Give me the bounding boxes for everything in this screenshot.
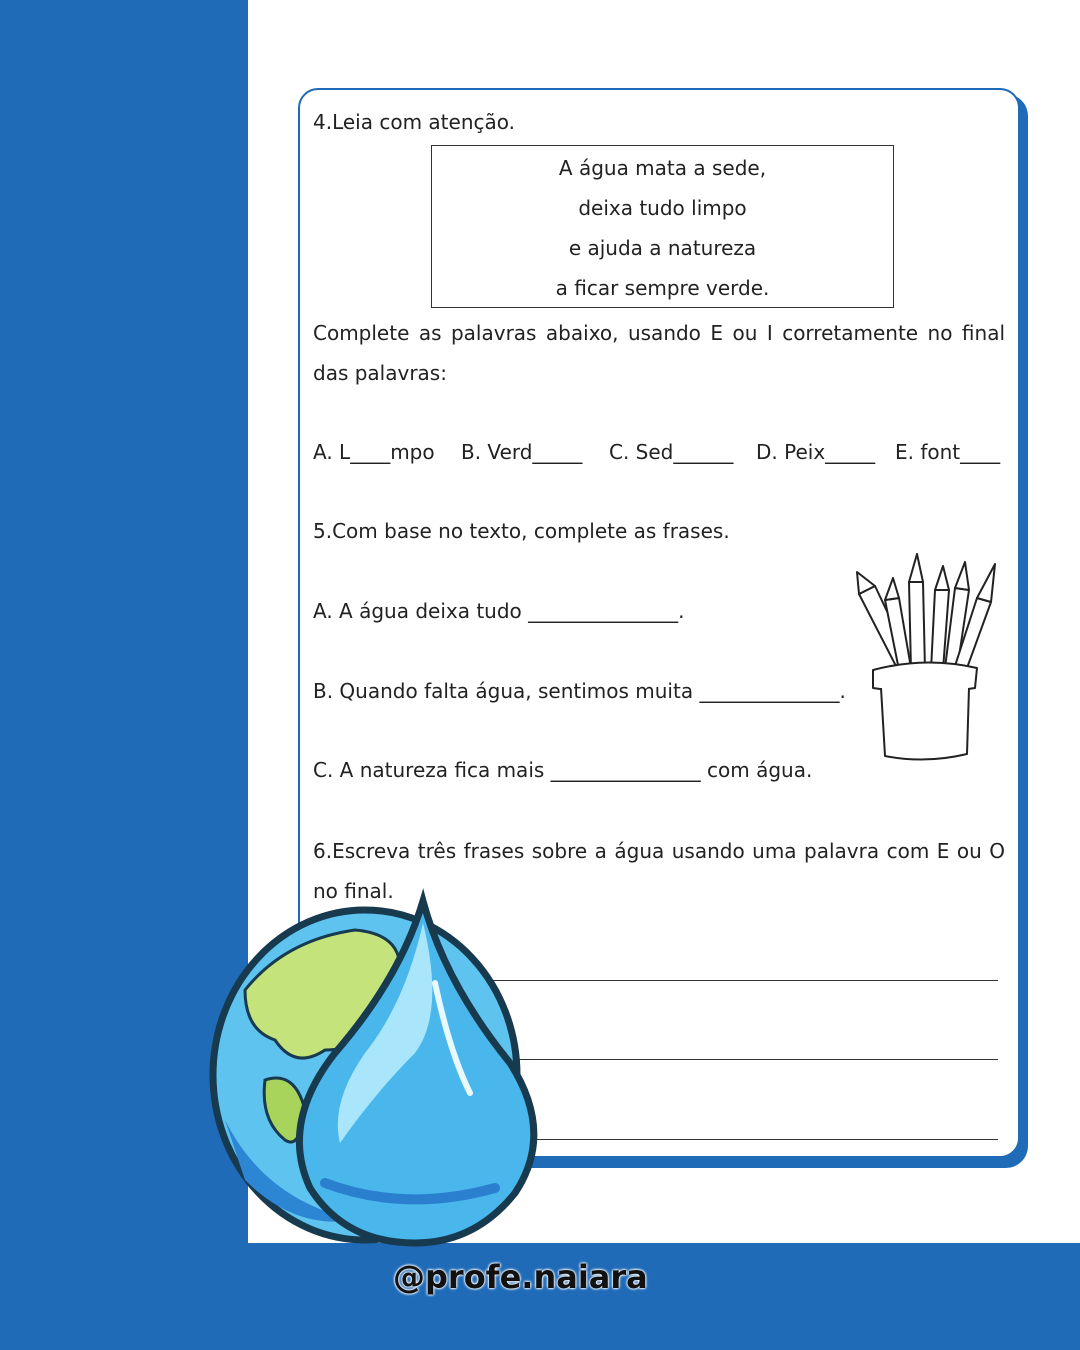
water-drop-icon	[295, 893, 540, 1248]
question-5-item-c: C. A natureza fica mais _______________ com água.	[313, 758, 813, 782]
poem-line: A água mata a sede,	[558, 156, 767, 180]
poem-line: e ajuda a natureza	[568, 236, 757, 260]
question-4-heading: 4.Leia com atenção.	[313, 110, 515, 134]
option-d: D. Peix_____	[756, 440, 876, 464]
poem-box	[431, 145, 894, 308]
question-4-instruction: Complete as palavras abaixo, usando E ou I corretamente no final das palavras:	[313, 321, 1005, 385]
question-5-item-a: A. A água deixa tudo _______________.	[313, 599, 685, 623]
poem-line: a ficar sempre verde.	[555, 276, 770, 300]
option-b: B. Verd_____	[461, 440, 583, 464]
instagram-handle: @profe.naiara	[393, 1258, 648, 1296]
poem-line: deixa tudo limpo	[578, 196, 747, 220]
question-5-item-b: B. Quando falta água, sentimos muita ______________.	[313, 679, 846, 703]
option-e: E. font____	[895, 440, 1001, 464]
option-a: A. L____mpo	[313, 440, 435, 464]
pencil-cup-icon	[855, 550, 1000, 765]
question-6-heading: 6.Escreva três frases sobre a água usando uma palavra com E ou O no final.	[313, 839, 1005, 903]
option-c: C. Sed______	[609, 440, 734, 464]
question-5-heading: 5.Com base no texto, complete as frases.	[313, 519, 730, 543]
